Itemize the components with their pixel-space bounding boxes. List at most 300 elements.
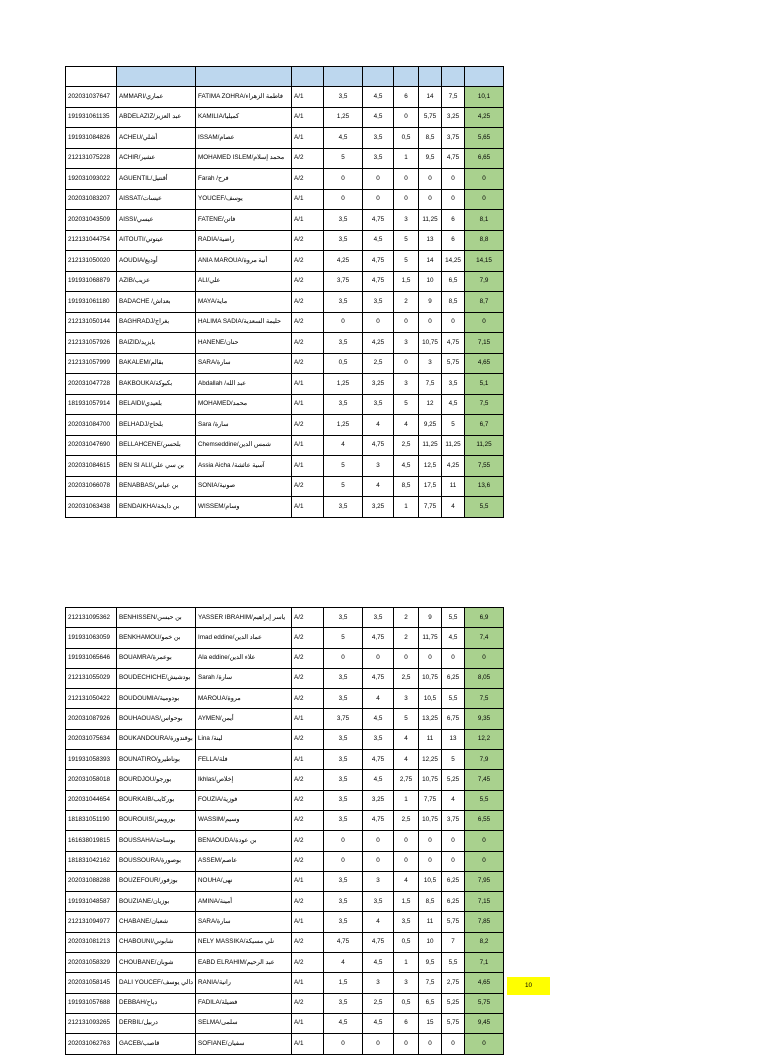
last-name-cell: BOUHAOUAS/بوحواس bbox=[117, 709, 196, 729]
first-name-cell: FELLA/فلة bbox=[196, 750, 292, 770]
score-1-cell: 4,75 bbox=[324, 932, 363, 952]
final-grade-cell: 0 bbox=[465, 831, 504, 851]
student-id-cell: 202031075634 bbox=[66, 729, 117, 749]
score-1-cell: 3,75 bbox=[324, 709, 363, 729]
score-5-cell: 5,5 bbox=[442, 953, 465, 973]
final-grade-cell: 8,8 bbox=[465, 230, 504, 251]
score-3-cell: 4 bbox=[394, 871, 419, 891]
subtotal-cell: 9 bbox=[419, 608, 442, 628]
subtotal-cell: 12 bbox=[419, 394, 442, 415]
score-3-cell: 0,5 bbox=[394, 128, 419, 149]
group-cell: A/2 bbox=[292, 230, 324, 251]
first-name-cell: Imad eddine/عماد الدين bbox=[196, 628, 292, 648]
student-id-cell: 191931084826 bbox=[66, 128, 117, 149]
score-2-cell: 3,5 bbox=[363, 394, 394, 415]
last-name-cell: AISSAT/عيسات bbox=[117, 189, 196, 210]
subtotal-cell: 11 bbox=[419, 729, 442, 749]
student-id-cell: 191931063059 bbox=[66, 628, 117, 648]
score-1-cell: 1,25 bbox=[324, 415, 363, 436]
last-name-cell: BADACHE /بعداش bbox=[117, 292, 196, 313]
score-5-cell: 2,75 bbox=[442, 973, 465, 993]
student-id-cell: 212131075228 bbox=[66, 148, 117, 169]
grades-table-1 bbox=[65, 66, 504, 518]
last-name-cell: BAKALEM/بقالم bbox=[117, 353, 196, 374]
final-grade-cell: 9,35 bbox=[465, 709, 504, 729]
score-5-cell: 3,25 bbox=[442, 107, 465, 128]
group-cell: A/2 bbox=[292, 993, 324, 1013]
subtotal-cell: 10,75 bbox=[419, 668, 442, 688]
score-1-cell: 3,5 bbox=[324, 210, 363, 231]
last-name-cell: BAIZID/بايزيد bbox=[117, 333, 196, 354]
first-name-cell: SARA/سارة bbox=[196, 912, 292, 932]
subtotal-cell: 10 bbox=[419, 271, 442, 292]
subtotal-cell: 8,5 bbox=[419, 892, 442, 912]
score-5-cell: 0 bbox=[442, 648, 465, 668]
final-grade-cell: 7,15 bbox=[465, 333, 504, 354]
student-id-cell: 202031058145 bbox=[66, 973, 117, 993]
final-grade-cell: 8,2 bbox=[465, 932, 504, 952]
final-grade-cell: 7,1 bbox=[465, 953, 504, 973]
group-cell: A/2 bbox=[292, 831, 324, 851]
score-5-cell: 5,75 bbox=[442, 1013, 465, 1033]
first-name-cell: SARA/سارة bbox=[196, 353, 292, 374]
group-cell: A/2 bbox=[292, 415, 324, 436]
final-grade-cell: 6,65 bbox=[465, 148, 504, 169]
score-2-cell: 3,5 bbox=[363, 148, 394, 169]
subtotal-cell: 7,75 bbox=[419, 497, 442, 518]
student-id-cell: 202031037647 bbox=[66, 87, 117, 108]
student-id-cell: 202031063438 bbox=[66, 497, 117, 518]
score-3-cell: 8,5 bbox=[394, 476, 419, 497]
score-2-cell: 3,5 bbox=[363, 128, 394, 149]
final-grade-cell: 7,5 bbox=[465, 689, 504, 709]
last-name-cell: ACHIR/عشير bbox=[117, 148, 196, 169]
table-row bbox=[66, 912, 504, 932]
first-name-cell: NOUHA/نهى bbox=[196, 871, 292, 891]
first-name-cell: FATIMA ZOHRA/فاطمة الزهراء bbox=[196, 87, 292, 108]
student-id-cell: 191931061135 bbox=[66, 107, 117, 128]
first-name-cell: MOHAMED ISLEM/محمد إسلام bbox=[196, 148, 292, 169]
subtotal-cell: 11,75 bbox=[419, 628, 442, 648]
table-row bbox=[66, 107, 504, 128]
subtotal-cell: 10,5 bbox=[419, 689, 442, 709]
table-row bbox=[66, 476, 504, 497]
score-5-cell: 7 bbox=[442, 932, 465, 952]
subtotal-cell: 0 bbox=[419, 169, 442, 190]
student-id-cell: 192031093022 bbox=[66, 169, 117, 190]
score-2-cell: 3,5 bbox=[363, 608, 394, 628]
first-name-cell: BENAOUDA/بن عودة bbox=[196, 831, 292, 851]
score-2-cell: 3 bbox=[363, 871, 394, 891]
student-id-cell: 202031047690 bbox=[66, 435, 117, 456]
table-row bbox=[66, 892, 504, 912]
subtotal-cell: 14 bbox=[419, 251, 442, 272]
group-cell: A/2 bbox=[292, 333, 324, 354]
score-3-cell: 1 bbox=[394, 790, 419, 810]
header-cell bbox=[292, 67, 324, 87]
table-row bbox=[66, 608, 504, 628]
subtotal-cell: 0 bbox=[419, 851, 442, 871]
first-name-cell: Sarah /سارة bbox=[196, 668, 292, 688]
score-1-cell: 4,25 bbox=[324, 251, 363, 272]
header-cell bbox=[394, 67, 419, 87]
score-3-cell: 4 bbox=[394, 415, 419, 436]
table-row bbox=[66, 333, 504, 354]
subtotal-cell: 12,5 bbox=[419, 456, 442, 477]
student-id-cell: 212131050144 bbox=[66, 312, 117, 333]
student-id-cell: 202031058018 bbox=[66, 770, 117, 790]
score-5-cell: 5 bbox=[442, 415, 465, 436]
group-cell: A/2 bbox=[292, 148, 324, 169]
score-3-cell: 6 bbox=[394, 87, 419, 108]
score-1-cell: 3,5 bbox=[324, 668, 363, 688]
first-name-cell: Abdallah /عبد الله bbox=[196, 374, 292, 395]
last-name-cell: BENABBAS/بن عباس bbox=[117, 476, 196, 497]
score-1-cell: 0 bbox=[324, 851, 363, 871]
student-id-cell: 202031084615 bbox=[66, 456, 117, 477]
first-name-cell: KAMILIA/كميليا bbox=[196, 107, 292, 128]
table-row bbox=[66, 435, 504, 456]
first-name-cell: Ala eddine/علاء الدين bbox=[196, 648, 292, 668]
score-1-cell: 5 bbox=[324, 148, 363, 169]
last-name-cell: BAKBOUKA/بكبوكة bbox=[117, 374, 196, 395]
score-2-cell: 0 bbox=[363, 189, 394, 210]
table-row bbox=[66, 251, 504, 272]
score-5-cell: 0 bbox=[442, 831, 465, 851]
last-name-cell: BOUSSAHA/بوساحة bbox=[117, 831, 196, 851]
group-cell: A/1 bbox=[292, 709, 324, 729]
score-5-cell: 5,5 bbox=[442, 608, 465, 628]
score-1-cell: 0 bbox=[324, 312, 363, 333]
first-name-cell: Ikhlas/إخلاص bbox=[196, 770, 292, 790]
score-5-cell: 5,25 bbox=[442, 993, 465, 1013]
score-5-cell: 3,75 bbox=[442, 128, 465, 149]
student-id-cell: 202031087926 bbox=[66, 709, 117, 729]
score-1-cell: 0 bbox=[324, 1034, 363, 1054]
first-name-cell: MOHAMED/محمد bbox=[196, 394, 292, 415]
subtotal-cell: 15 bbox=[419, 1013, 442, 1033]
score-1-cell: 1,5 bbox=[324, 973, 363, 993]
score-1-cell: 3,5 bbox=[324, 770, 363, 790]
final-grade-cell: 6,55 bbox=[465, 810, 504, 830]
first-name-cell: SONIA/صونية bbox=[196, 476, 292, 497]
final-grade-cell: 7,5 bbox=[465, 394, 504, 415]
score-5-cell: 0 bbox=[442, 189, 465, 210]
first-name-cell: AMINA/أمينة bbox=[196, 892, 292, 912]
group-cell: A/1 bbox=[292, 107, 324, 128]
score-3-cell: 2 bbox=[394, 608, 419, 628]
group-cell: A/2 bbox=[292, 770, 324, 790]
last-name-cell: BAGHRADJ/بغراج bbox=[117, 312, 196, 333]
final-grade-cell: 5,5 bbox=[465, 790, 504, 810]
student-id-cell: 191931068879 bbox=[66, 271, 117, 292]
score-3-cell: 2,5 bbox=[394, 668, 419, 688]
student-id-cell: 202031062763 bbox=[66, 1034, 117, 1054]
table-row bbox=[66, 993, 504, 1013]
score-2-cell: 4,5 bbox=[363, 230, 394, 251]
table-row bbox=[66, 353, 504, 374]
score-1-cell: 3,5 bbox=[324, 333, 363, 354]
header-cell bbox=[465, 67, 504, 87]
table-row bbox=[66, 230, 504, 251]
last-name-cell: BELHADJ/بلحاج bbox=[117, 415, 196, 436]
score-3-cell: 1 bbox=[394, 148, 419, 169]
group-cell: A/1 bbox=[292, 394, 324, 415]
subtotal-cell: 5,75 bbox=[419, 107, 442, 128]
table-row bbox=[66, 973, 504, 993]
subtotal-cell: 0 bbox=[419, 831, 442, 851]
score-2-cell: 3 bbox=[363, 973, 394, 993]
first-name-cell: Assia Aicha /آسية عائشة bbox=[196, 456, 292, 477]
first-name-cell: ANIA MAROUA/أنية مروة bbox=[196, 251, 292, 272]
score-2-cell: 3,5 bbox=[363, 292, 394, 313]
score-5-cell: 11,25 bbox=[442, 435, 465, 456]
score-1-cell: 3,5 bbox=[324, 608, 363, 628]
subtotal-cell: 13 bbox=[419, 230, 442, 251]
score-5-cell: 6 bbox=[442, 230, 465, 251]
final-grade-cell: 13,6 bbox=[465, 476, 504, 497]
table-row bbox=[66, 709, 504, 729]
group-cell: A/1 bbox=[292, 374, 324, 395]
score-1-cell: 4,5 bbox=[324, 1013, 363, 1033]
score-5-cell: 8,5 bbox=[442, 292, 465, 313]
score-5-cell: 3,75 bbox=[442, 810, 465, 830]
last-name-cell: BOUDECHICHE/بودشيش bbox=[117, 668, 196, 688]
group-cell: A/2 bbox=[292, 892, 324, 912]
score-3-cell: 4 bbox=[394, 750, 419, 770]
final-grade-cell: 12,2 bbox=[465, 729, 504, 749]
subtotal-cell: 6,5 bbox=[419, 993, 442, 1013]
first-name-cell: MAYA/ماية bbox=[196, 292, 292, 313]
table-row bbox=[66, 810, 504, 830]
final-grade-cell: 9,45 bbox=[465, 1013, 504, 1033]
table-row bbox=[66, 189, 504, 210]
subtotal-cell: 11 bbox=[419, 912, 442, 932]
group-cell: A/2 bbox=[292, 169, 324, 190]
score-5-cell: 5,5 bbox=[442, 689, 465, 709]
score-2-cell: 3,25 bbox=[363, 790, 394, 810]
group-cell: A/1 bbox=[292, 912, 324, 932]
score-3-cell: 0 bbox=[394, 1034, 419, 1054]
student-id-cell: 212131093265 bbox=[66, 1013, 117, 1033]
score-1-cell: 3,5 bbox=[324, 689, 363, 709]
first-name-cell: RADIA/راضية bbox=[196, 230, 292, 251]
score-5-cell: 5 bbox=[442, 750, 465, 770]
table-row bbox=[66, 394, 504, 415]
table-row bbox=[66, 851, 504, 871]
first-name-cell: YOUCEF/يوسف bbox=[196, 189, 292, 210]
score-1-cell: 3,5 bbox=[324, 871, 363, 891]
first-name-cell: HANENE/حنان bbox=[196, 333, 292, 354]
subtotal-cell: 0 bbox=[419, 189, 442, 210]
table-row bbox=[66, 169, 504, 190]
score-5-cell: 5,75 bbox=[442, 912, 465, 932]
score-3-cell: 6 bbox=[394, 1013, 419, 1033]
score-1-cell: 3,5 bbox=[324, 292, 363, 313]
table-row bbox=[66, 668, 504, 688]
last-name-cell: BOURKAIB/بوركايب bbox=[117, 790, 196, 810]
highlight-note-cell: 10 bbox=[507, 977, 550, 995]
table-row bbox=[66, 497, 504, 518]
subtotal-cell: 0 bbox=[419, 312, 442, 333]
table-row bbox=[66, 871, 504, 891]
student-id-cell: 191931048587 bbox=[66, 892, 117, 912]
first-name-cell: RANIA/رانية bbox=[196, 973, 292, 993]
score-2-cell: 0 bbox=[363, 169, 394, 190]
group-cell: A/1 bbox=[292, 210, 324, 231]
score-3-cell: 2,5 bbox=[394, 435, 419, 456]
score-2-cell: 4,75 bbox=[363, 628, 394, 648]
subtotal-cell: 13,25 bbox=[419, 709, 442, 729]
first-name-cell: Farah /فرح bbox=[196, 169, 292, 190]
score-1-cell: 0 bbox=[324, 648, 363, 668]
score-3-cell: 5 bbox=[394, 394, 419, 415]
last-name-cell: DALI YOUCEF/دالي يوسف bbox=[117, 973, 196, 993]
group-cell: A/2 bbox=[292, 251, 324, 272]
group-cell: A/1 bbox=[292, 456, 324, 477]
last-name-cell: DEBBAH/دباح bbox=[117, 993, 196, 1013]
final-grade-cell: 7,9 bbox=[465, 750, 504, 770]
subtotal-cell: 14 bbox=[419, 87, 442, 108]
table-row bbox=[66, 87, 504, 108]
last-name-cell: CHABANE/شعبان bbox=[117, 912, 196, 932]
student-id-cell: 202031083207 bbox=[66, 189, 117, 210]
subtotal-cell: 17,5 bbox=[419, 476, 442, 497]
grades-table-2 bbox=[65, 607, 504, 1055]
score-2-cell: 4 bbox=[363, 476, 394, 497]
final-grade-cell: 4,65 bbox=[465, 973, 504, 993]
score-2-cell: 4,5 bbox=[363, 770, 394, 790]
score-3-cell: 3 bbox=[394, 689, 419, 709]
final-grade-cell: 0 bbox=[465, 312, 504, 333]
group-cell: A/2 bbox=[292, 689, 324, 709]
score-3-cell: 1 bbox=[394, 497, 419, 518]
first-name-cell: NELY MASSIKA/نلي مسيكة bbox=[196, 932, 292, 952]
table-header-row bbox=[66, 67, 504, 87]
last-name-cell: AMMARI/عماري bbox=[117, 87, 196, 108]
table-row bbox=[66, 1034, 504, 1054]
student-id-cell: 212131050422 bbox=[66, 689, 117, 709]
score-5-cell: 11 bbox=[442, 476, 465, 497]
final-grade-cell: 7,95 bbox=[465, 871, 504, 891]
first-name-cell: SOFIANE/سفيان bbox=[196, 1034, 292, 1054]
table-row bbox=[66, 790, 504, 810]
header-cell bbox=[66, 67, 117, 87]
first-name-cell: ALI/علي bbox=[196, 271, 292, 292]
score-1-cell: 3,5 bbox=[324, 750, 363, 770]
last-name-cell: AITOUTI/عيتوتي bbox=[117, 230, 196, 251]
score-2-cell: 4,75 bbox=[363, 932, 394, 952]
last-name-cell: CHOUBANE/شوبان bbox=[117, 953, 196, 973]
score-1-cell: 3,5 bbox=[324, 892, 363, 912]
score-5-cell: 6,25 bbox=[442, 892, 465, 912]
score-3-cell: 3 bbox=[394, 374, 419, 395]
score-2-cell: 0 bbox=[363, 1034, 394, 1054]
final-grade-cell: 0 bbox=[465, 169, 504, 190]
group-cell: A/2 bbox=[292, 953, 324, 973]
score-1-cell: 5 bbox=[324, 628, 363, 648]
student-id-cell: 202031047728 bbox=[66, 374, 117, 395]
last-name-cell: AISSI/عيسي bbox=[117, 210, 196, 231]
subtotal-cell: 7,5 bbox=[419, 374, 442, 395]
group-cell: A/1 bbox=[292, 128, 324, 149]
final-grade-cell: 0 bbox=[465, 851, 504, 871]
first-name-cell: MAROUA/مروة bbox=[196, 689, 292, 709]
student-id-cell: 202031084700 bbox=[66, 415, 117, 436]
final-grade-cell: 5,1 bbox=[465, 374, 504, 395]
last-name-cell: BOUZEFOUR/بوزفور bbox=[117, 871, 196, 891]
score-5-cell: 4 bbox=[442, 497, 465, 518]
subtotal-cell: 9,5 bbox=[419, 148, 442, 169]
final-grade-cell: 5,75 bbox=[465, 993, 504, 1013]
final-grade-cell: 8,7 bbox=[465, 292, 504, 313]
score-3-cell: 5 bbox=[394, 251, 419, 272]
group-cell: A/2 bbox=[292, 790, 324, 810]
score-2-cell: 0 bbox=[363, 312, 394, 333]
score-2-cell: 4,5 bbox=[363, 1013, 394, 1033]
subtotal-cell: 7,75 bbox=[419, 790, 442, 810]
group-cell: A/2 bbox=[292, 271, 324, 292]
student-id-cell: 191931061180 bbox=[66, 292, 117, 313]
last-name-cell: BOUAMRA/بوعمرة bbox=[117, 648, 196, 668]
score-1-cell: 3,5 bbox=[324, 810, 363, 830]
score-3-cell: 0,5 bbox=[394, 932, 419, 952]
table-row bbox=[66, 128, 504, 149]
group-cell: A/1 bbox=[292, 497, 324, 518]
first-name-cell: YASSER IBRAHIM/ياسر إبراهيم bbox=[196, 608, 292, 628]
score-3-cell: 0 bbox=[394, 851, 419, 871]
student-id-cell: 212131094977 bbox=[66, 912, 117, 932]
group-cell: A/2 bbox=[292, 851, 324, 871]
score-2-cell: 2,5 bbox=[363, 993, 394, 1013]
subtotal-cell: 9 bbox=[419, 292, 442, 313]
group-cell: A/2 bbox=[292, 608, 324, 628]
score-3-cell: 0 bbox=[394, 107, 419, 128]
final-grade-cell: 8,1 bbox=[465, 210, 504, 231]
table-row bbox=[66, 292, 504, 313]
final-grade-cell: 11,25 bbox=[465, 435, 504, 456]
first-name-cell: SELMA/سلمى bbox=[196, 1013, 292, 1033]
final-grade-cell: 7,85 bbox=[465, 912, 504, 932]
score-2-cell: 4,75 bbox=[363, 435, 394, 456]
subtotal-cell: 9,25 bbox=[419, 415, 442, 436]
last-name-cell: BOUNATIRO/بوناطيرو bbox=[117, 750, 196, 770]
score-1-cell: 0 bbox=[324, 169, 363, 190]
first-name-cell: ISSAM/عصام bbox=[196, 128, 292, 149]
score-5-cell: 6,75 bbox=[442, 709, 465, 729]
score-1-cell: 3,5 bbox=[324, 729, 363, 749]
score-1-cell: 5 bbox=[324, 456, 363, 477]
last-name-cell: BENKHAMOU/بن خمو bbox=[117, 628, 196, 648]
student-id-cell: 191931057688 bbox=[66, 993, 117, 1013]
first-name-cell: WISSEM/وسام bbox=[196, 497, 292, 518]
score-1-cell: 3,5 bbox=[324, 230, 363, 251]
table-row bbox=[66, 628, 504, 648]
score-2-cell: 4 bbox=[363, 689, 394, 709]
group-cell: A/2 bbox=[292, 353, 324, 374]
header-cell bbox=[442, 67, 465, 87]
score-2-cell: 4,25 bbox=[363, 333, 394, 354]
score-2-cell: 3,5 bbox=[363, 729, 394, 749]
score-3-cell: 4 bbox=[394, 729, 419, 749]
score-3-cell: 1 bbox=[394, 953, 419, 973]
score-1-cell: 3,5 bbox=[324, 87, 363, 108]
last-name-cell: ABDELAZIZ/عبد العزيز bbox=[117, 107, 196, 128]
table-row bbox=[66, 148, 504, 169]
score-1-cell: 3,5 bbox=[324, 912, 363, 932]
group-cell: A/2 bbox=[292, 729, 324, 749]
subtotal-cell: 11,25 bbox=[419, 210, 442, 231]
